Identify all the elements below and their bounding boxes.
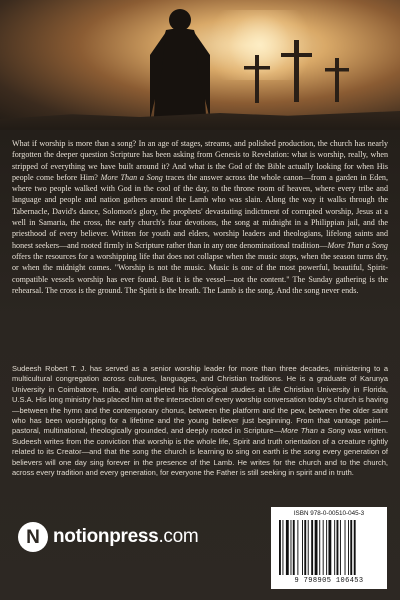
notionpress-logo-icon: N <box>18 522 48 552</box>
cross-icon-group <box>244 40 349 103</box>
barcode-icon <box>279 520 379 575</box>
author-bio: Sudeesh Robert T. J. has served as a senior worship leader for more than three decades, ministering to a multicultural congregation across cultures, languages, and Christian traditions. He is a graduate of Karunya University in Coimbatore, India, and completed his theological studies at Life Christian University in Florida, U.S.A. His long ministry has placed him at the intersection of every worship conversation today's church is having—between the hymn and the contemporary chorus, between the platform and the pew, between the older saint who has been worshipping for a lifetime and the young believer just beginning. From that vantage point—pastoral, multinational, theologically grounded, and deeply rooted in Scripture—More Than a Song was written. Sudeesh writes from the conviction that worship is the whole life, Spirit and truth orientation of a creature rightly related to its Creator—and that the song the church is learning to sing on earth is the song every generation of believers will one day sing forever in the presence of the Lamb. He writes for the church and to the church, across every tradition and every generation, for everyone the Father is still seeking in spirit and in truth. <box>12 364 388 478</box>
publisher-logo <box>18 520 198 554</box>
barcode-digits: 9 798905 106453 <box>294 577 364 585</box>
book-description: What if worship is more than a song? In an age of stages, streams, and polished production, the church has nearly forgotten the deeper question Scripture has been asking from Genesis to Revelation: what is worship, really, when stripped of everything we have built around it? And what is the God of the Bible actually looking for when His people come before Him? More Than a Song traces the answer across the whole canon—from a garden in Eden, where two people walked with God in the cool of the day, to the throne room of heaven, where every tribe and language and people and nation gathers around the Lamb who was slain. Along the way it walks through the Tabernacle, David's dance, Solomon's glory, the prophets' devastating indictment of corrupted worship, Jesus at a well in Samaria, the cross, the early church's four devotions, the song at midnight in a Philippian jail, and the priesthood of every believer. Written for youth and elders, worship leaders and theologians, lifelong saints and honest seekers—and rooted firmly in Scripture rather than in any one denominational tradition—More Than a Song offers the resources for a worshipping life that does not collapse when the music stops, when the season turns dry, or when the midnight comes. "Worship is not the music. Music is one of the most powerful, beautiful, Spirit-compatible vessels worship has ever found. But it is the vessel—not the content." The Sunday gathering is the rehearsal. The cross is the ground. The Spirit is the breath. The Lamb is the song. And the song never ends. <box>12 139 388 295</box>
isbn-barcode <box>271 507 387 589</box>
isbn-label: ISBN 978-0-00510-045-3 <box>293 510 365 517</box>
publisher-name: notionpress.com <box>53 526 199 547</box>
